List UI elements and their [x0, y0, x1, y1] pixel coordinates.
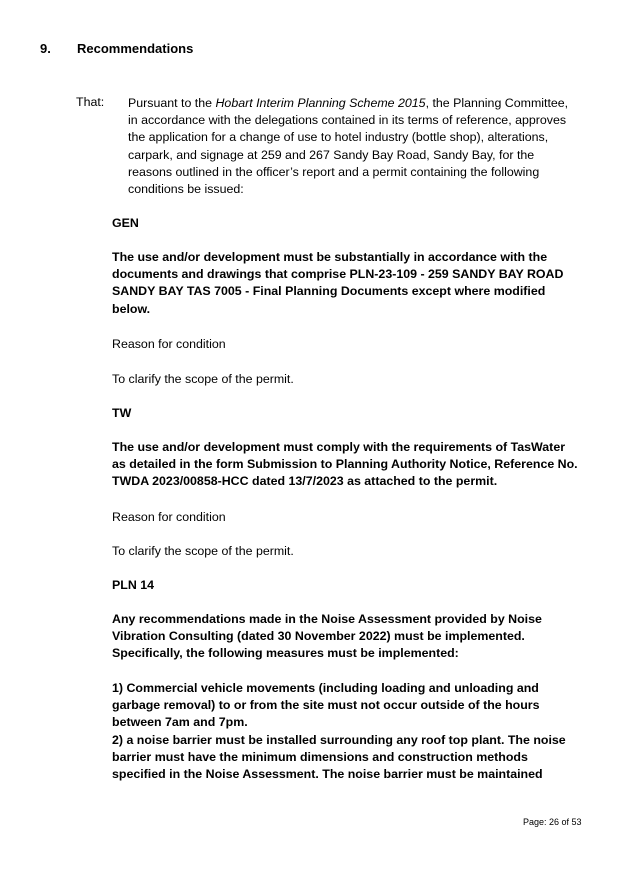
that-label: That:: [76, 95, 105, 109]
condition-item-1: 1) Commercial vehicle movements (including loading and unloading and garbage removal) to or from the site must not occur outside of the hours between 7am and 7pm.: [112, 681, 540, 730]
section-title: Recommendations: [77, 41, 194, 56]
condition-code-pln14: PLN 14: [112, 578, 155, 592]
reason-label-tw: Reason for condition: [112, 510, 226, 524]
reason-text-tw: To clarify the scope of the permit.: [112, 544, 294, 558]
intro-post: , the Planning Committee, in accordance with the delegations contained in its terms of reference, approves the application for a change of use to hotel industry (bottle shop), alterations, carpark, and signage at 259 and 267 Sandy Bay Road, Sandy Bay, for the reasons outlined in the officer’s report and a permit containing the following conditions be issued:: [128, 96, 569, 197]
condition-text-gen: The use and/or development must be substantially in accordance with the documents and drawings that comprise PLN-23-109 - 259 SANDY BAY ROAD SANDY BAY TAS 7005 - Final Planning Documents except where modified below.: [112, 250, 564, 316]
condition-code-tw: TW: [112, 406, 132, 420]
condition-text-pln14: Any recommendations made in the Noise Assessment provided by Noise Vibration Consulting (dated 30 November 2022) must be implemented. Specifically, the following measures must be implemented:: [112, 612, 542, 661]
page-number: Page: 26 of 53: [523, 817, 582, 827]
condition-item-2: 2) a noise barrier must be installed surrounding any roof top plant. The noise barrier must have the minimum dimensions and construction methods specified in the Noise Assessment. The noise barrier must be maintained: [112, 733, 566, 782]
section-number: 9.: [40, 41, 51, 56]
scheme-name: Hobart Interim Planning Scheme 2015: [215, 96, 426, 110]
condition-code-gen: GEN: [112, 216, 139, 230]
intro-paragraph: [128, 95, 578, 198]
condition-text-tw: The use and/or development must comply with the requirements of TasWater as detailed in the form Submission to Planning Authority Notice, Reference No. TWDA 2023/00858-HCC dated 13/7/2023 as attached to the permit.: [112, 440, 578, 489]
reason-label-gen: Reason for condition: [112, 337, 226, 351]
reason-text-gen: To clarify the scope of the permit.: [112, 372, 294, 386]
section-heading: [40, 41, 193, 56]
intro-pre: Pursuant to the: [128, 96, 216, 110]
